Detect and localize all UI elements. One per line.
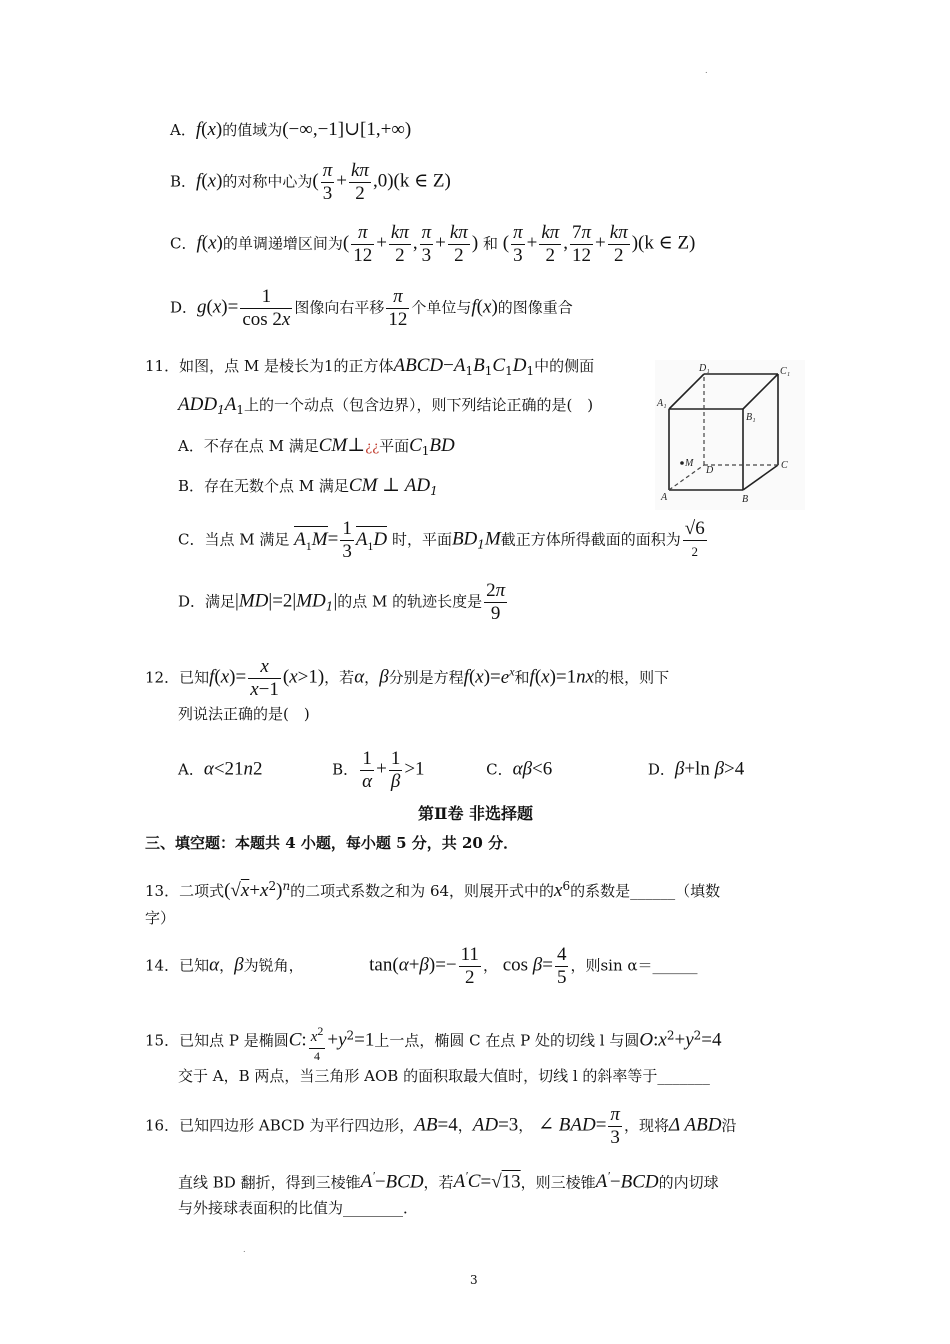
q16-line2: 直线 BD 翻折，得到三棱锥A′−BCD，若A′C=√13，则三棱锥A′−BCD的内切球: [178, 1169, 719, 1193]
speck: .: [243, 1245, 246, 1254]
q16-line1: 16．已知四边形 ABCD 为平行四边形，AB=4，AD=3， ∠ BAD= $\frac{\pi}{3}$ ，现将Δ ABD沿: [145, 1104, 737, 1148]
cube-label: C: [781, 460, 788, 471]
q11-option-c: C．当点 M 满足 $A_1M=$ $\frac{1}{3}$ $A_1D$ 时，平面$BD_1M$截正方体所得截面的面积为 $\frac{√6}{2}$: [178, 518, 705, 562]
q10-option-d: D．g(x)= $\frac{1}{\cos 2x}$ 图像向右平移 $\frac{\pi}{12}$ 个单位与f(x)的图像重合: [170, 286, 573, 330]
page-number: 3: [470, 1273, 478, 1287]
cube-label: D: [706, 465, 714, 476]
cube-label: A: [661, 492, 668, 503]
q11-option-b: B．存在无数个点 M 满足CM ⊥ $AD_1$: [178, 475, 438, 498]
cube-label: A₁: [657, 398, 667, 409]
q15-line1: 15．已知点 P 是椭圆C: $\frac{x^2}{4}$ $+y^2=1$上一点，椭圆 C 在点 P 处的切线 l 与圆$O:x^2+y^2=4$: [145, 1020, 721, 1064]
q10-option-c: C．f(x)的单调递增区间为( $\frac{\pi}{12}$ + $\frac{k\pi}{2}$ , $\frac{\pi}{3}$ + $\frac{k\pi}{2}$ ) 和 ( $\frac{\pi}{3}$ + $\frac{k\pi}{2}$ , $\frac{7\pi}{12}$ + $\frac{k\pi}{2}$ )(k ∈ Z): [170, 222, 696, 266]
part2-title: 第Ⅱ卷 非选择题: [418, 804, 534, 823]
q14: 14．已知α，β为锐角， tan(α+β)=− $\frac{11}{2}$ ， cos β= $\frac{4}{5}$ ，则sin α＝______: [145, 944, 698, 988]
cube-label: B₁: [746, 412, 756, 423]
cube-label: C₁: [780, 366, 791, 377]
speck: .: [705, 66, 708, 75]
q12-line2: 列说法正确的是( ): [178, 705, 310, 723]
q12-line1: 12．已知f(x)= $\frac{x}{x-1}$ (x>1)，若α，β分别是方程$f(x)=e^x$和f(x)=1nx的根，则下: [145, 656, 670, 700]
q11-line1: 11．如图，点 M 是棱长为1的正方体$ABCD-A_1B_1C_1D_1$中的侧面: [145, 355, 595, 378]
q10-option-b: B．f(x)的对称中心为( $\frac{\pi}{3}$ + $\frac{k\pi}{2}$ ,0)(k ∈ Z): [170, 160, 451, 204]
cube-label: D₁: [699, 363, 710, 374]
q11-line2: $ADD_1A_1$上的一个动点（包含边界），则下列结论正确的是( ): [178, 394, 594, 417]
cube-label: B: [742, 494, 749, 505]
section3-header: 三、填空题：本题共 4 小题，每小题 5 分，共 20 分．: [145, 834, 519, 852]
q15-line2: 交于 A，B 两点，当三角形 AOB 的面积取最大值时，切线 l 的斜率等于_______: [178, 1067, 710, 1085]
q16-line3: 与外接球表面积的比值为________．: [178, 1199, 419, 1217]
q11-option-d: D．满足$|MD|=2|MD_1|$的点 M 的轨迹长度是 $\frac{2\pi}{9}$: [178, 580, 506, 624]
q10-option-a: A．f(x)的值域为(−∞,−1]∪[1,+∞): [170, 119, 412, 140]
q11-option-a: A．不存在点 M 满足CM⊥¿¿平面$C_1BD$: [178, 435, 455, 458]
q12-options: A．α<21n2 B． $\frac{1}{\alpha}$ + $\frac{1}{\beta}$ >1 C．αβ<6 D．β+ln β>4: [178, 748, 745, 792]
q13-line1: 13．二项式$(√x+x^2)^n$的二项式系数之和为 64，则展开式中的$x^6$的系数是______（填数: [145, 879, 721, 901]
q13-line2: 字）: [145, 909, 176, 927]
cube-label: M: [685, 458, 694, 469]
cube-figure: [655, 360, 805, 510]
